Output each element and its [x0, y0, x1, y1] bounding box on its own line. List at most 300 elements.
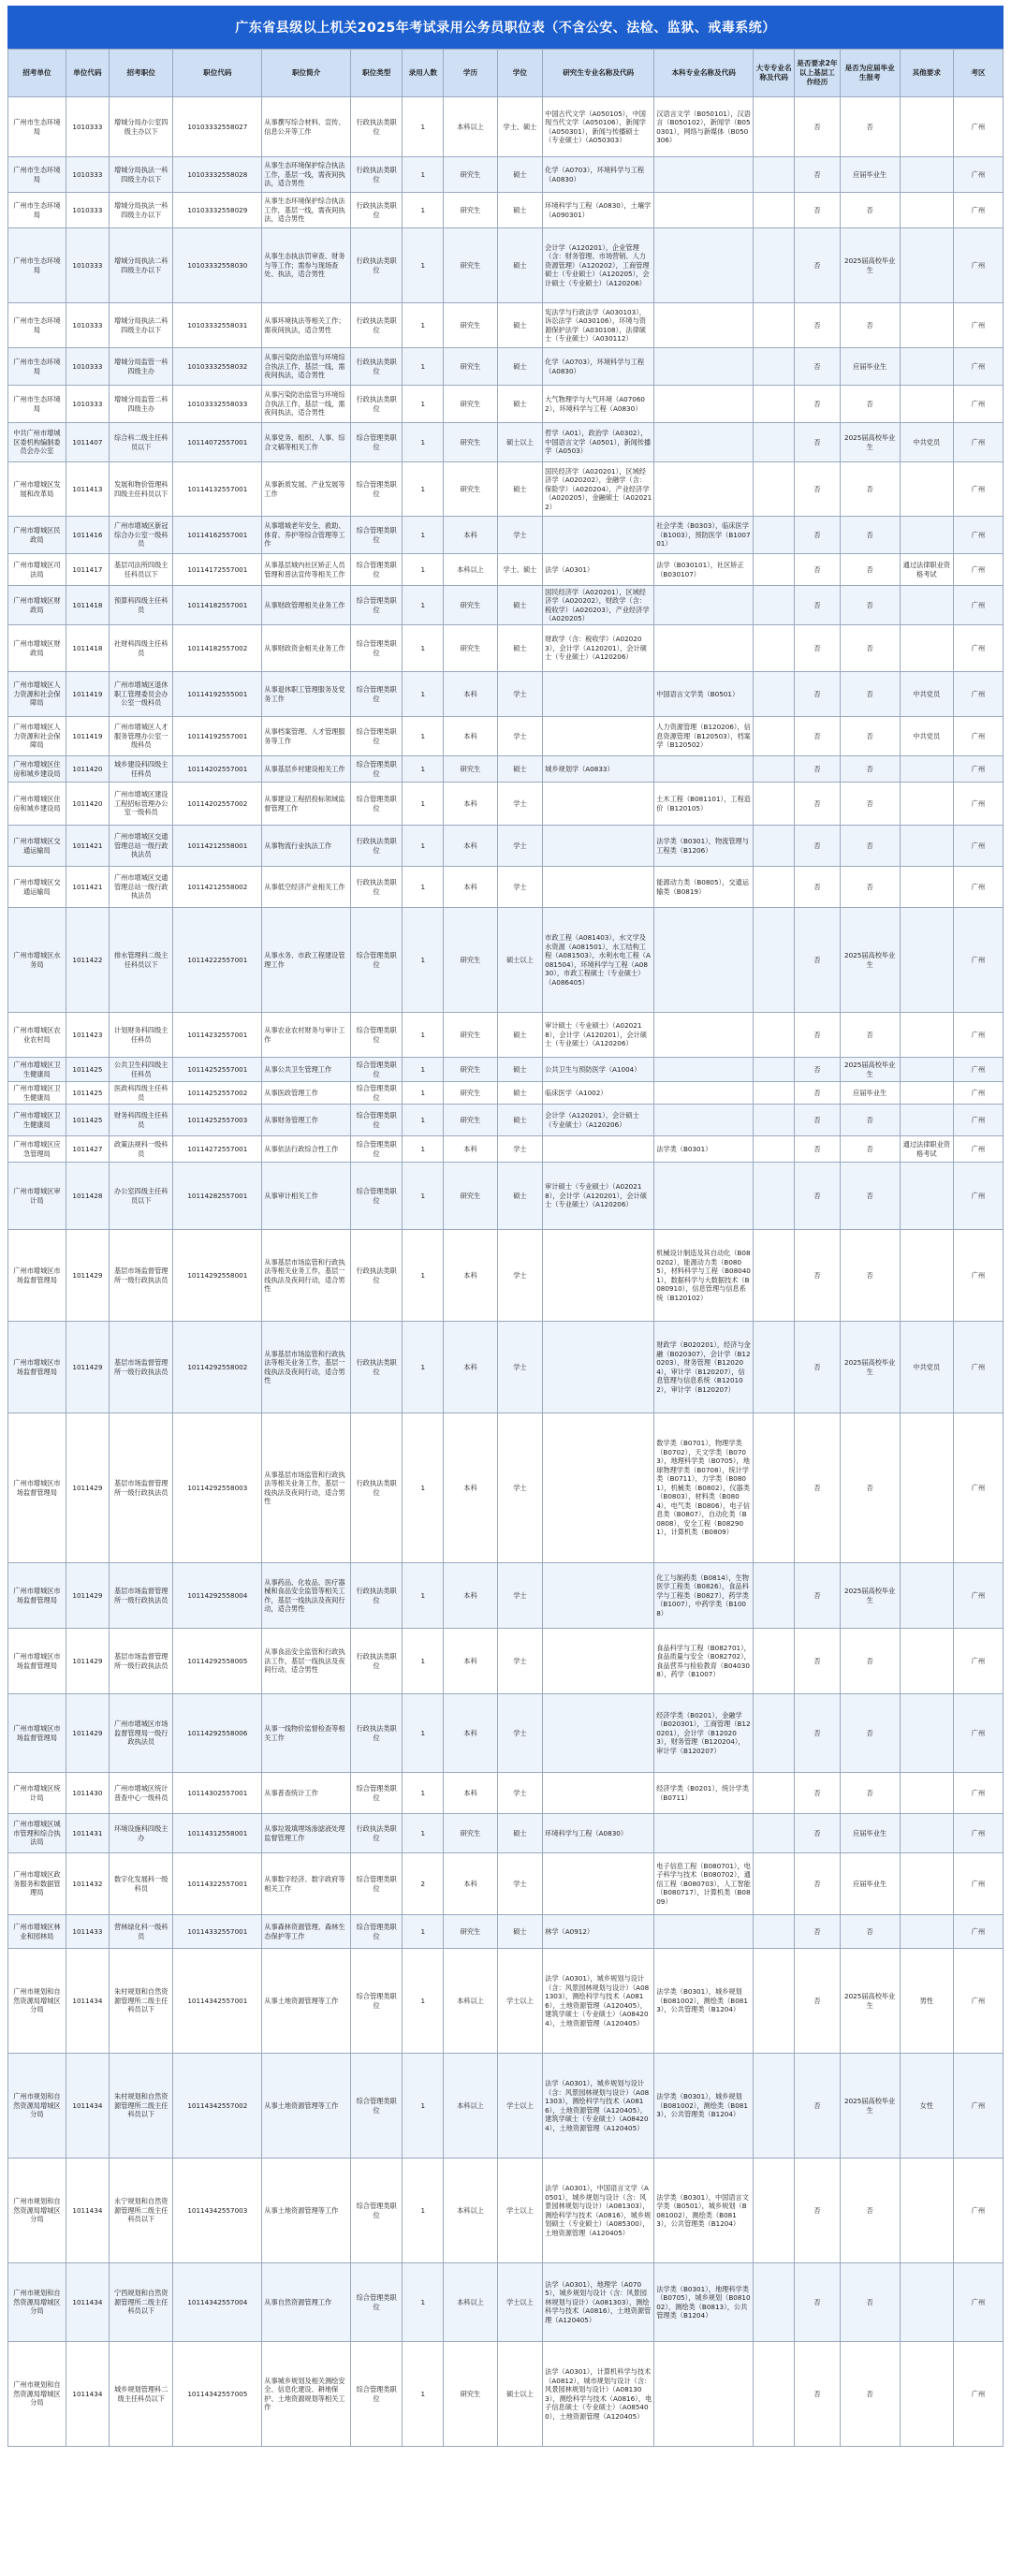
- college-major-cell: [754, 826, 795, 867]
- degree-cell: 硕士: [497, 1814, 543, 1853]
- description-cell: 从事森林资源管理、森林生态保护等工作: [262, 1915, 351, 1949]
- unit-code-cell: 1011429: [66, 1563, 109, 1629]
- headcount-cell: 1: [403, 517, 444, 554]
- undergraduate-major-cell: [654, 1013, 754, 1058]
- headcount-cell: 1: [403, 867, 444, 908]
- position-type-cell: 行政执法类职位: [351, 867, 403, 908]
- headcount-cell: 1: [403, 1082, 444, 1105]
- education-cell: 本科以上: [444, 2054, 497, 2159]
- position-type-cell: 综合管理类职位: [351, 2159, 403, 2263]
- other-requirements-cell: [900, 2342, 953, 2447]
- college-major-cell: [754, 1915, 795, 1949]
- graduate-major-cell: 宪法学与行政法学（A030103），诉讼法学（A030106），环境与资源保护法学（A030108），法律硕士（专业硕士）（A030112）: [543, 303, 654, 348]
- fresh-graduate-cell: 否: [840, 1915, 900, 1949]
- degree-cell: 学士: [497, 1413, 543, 1563]
- table-row: [8, 462, 1004, 517]
- table-row: [8, 1058, 1004, 1082]
- description-cell: 从事自然资源管理工作: [262, 2263, 351, 2342]
- table-row: [8, 1013, 1004, 1058]
- position-cell: 医政科四级主任科员: [110, 1082, 173, 1105]
- education-cell: 本科以上: [444, 2263, 497, 2342]
- undergraduate-major-cell: [654, 1082, 754, 1105]
- position-type-cell: 综合管理类职位: [351, 554, 403, 586]
- unit-cell: 广州市增城区财政局: [8, 586, 66, 625]
- degree-cell: 学士: [497, 867, 543, 908]
- position-code-cell: 10103332558027: [173, 97, 262, 157]
- position-type-cell: 行政执法类职位: [351, 1230, 403, 1322]
- position-code-cell: 10114312558001: [173, 1814, 262, 1853]
- college-major-cell: [754, 2054, 795, 2159]
- other-requirements-cell: [900, 462, 953, 517]
- college-major-cell: [754, 586, 795, 625]
- position-type-cell: 综合管理类职位: [351, 756, 403, 783]
- headcount-cell: 1: [403, 1013, 444, 1058]
- grassroots-experience-cell: 否: [795, 554, 841, 586]
- education-cell: 研究生: [444, 157, 497, 193]
- exam-area-cell: 广州: [953, 1949, 1003, 2054]
- unit-cell: 广州市生态环境局: [8, 228, 66, 303]
- position-code-cell: 10114192557001: [173, 717, 262, 756]
- other-requirements-cell: [900, 97, 953, 157]
- exam-area-cell: 广州: [953, 97, 1003, 157]
- table-row: [8, 1322, 1004, 1413]
- college-major-cell: [754, 348, 795, 386]
- unit-cell: 广州市增城区林业和园林局: [8, 1915, 66, 1949]
- other-requirements-cell: [900, 826, 953, 867]
- position-cell: 广州市增城区人才服务管理办公室一级科员: [110, 717, 173, 756]
- table-row: [8, 228, 1004, 303]
- headcount-cell: 1: [403, 193, 444, 228]
- unit-cell: 广州市生态环境局: [8, 97, 66, 157]
- grassroots-experience-cell: 否: [795, 756, 841, 783]
- graduate-major-cell: 法学（A0301），城乡规划与设计（含：风景园林规划与设计）（A081303），测绘科学与技术（A0816），土地资源管理（A120405），建筑学硕士（专业硕士）（A084204），土地资源管理（A120405）: [543, 1949, 654, 2054]
- undergraduate-major-cell: [654, 1058, 754, 1082]
- table-row: [8, 826, 1004, 867]
- grassroots-experience-cell: 否: [795, 2263, 841, 2342]
- grassroots-experience-cell: 否: [795, 586, 841, 625]
- unit-code-cell: 1011420: [66, 783, 109, 826]
- description-cell: 从事医政管理工作: [262, 1082, 351, 1105]
- fresh-graduate-cell: 否: [840, 1230, 900, 1322]
- position-type-cell: 综合管理类职位: [351, 2054, 403, 2159]
- position-cell: 预算科四级主任科员: [110, 586, 173, 625]
- headcount-cell: 1: [403, 2263, 444, 2342]
- undergraduate-major-cell: [654, 586, 754, 625]
- undergraduate-major-cell: [654, 193, 754, 228]
- other-requirements-cell: [900, 157, 953, 193]
- graduate-major-cell: 法学（A0301）: [543, 554, 654, 586]
- description-cell: 从事依法行政综合性工作: [262, 1136, 351, 1163]
- exam-area-cell: 广州: [953, 2263, 1003, 2342]
- college-major-cell: [754, 303, 795, 348]
- degree-cell: 学士: [497, 672, 543, 717]
- unit-code-cell: 1011422: [66, 908, 109, 1013]
- undergraduate-major-cell: 法学类（B0301），中国语言文学类（B0501），城乡规划（B081002），测绘类（B0813），公共管理类（B1204）: [654, 2159, 754, 2263]
- description-cell: 从事土地资源管理等工作: [262, 2054, 351, 2159]
- table-row: [8, 586, 1004, 625]
- fresh-graduate-cell: 否: [840, 586, 900, 625]
- college-major-cell: [754, 554, 795, 586]
- grassroots-experience-cell: 否: [795, 1136, 841, 1163]
- position-table: [7, 49, 1004, 2447]
- headcount-cell: 1: [403, 1949, 444, 2054]
- degree-cell: 学士: [497, 1629, 543, 1694]
- headcount-cell: 1: [403, 2159, 444, 2263]
- column-header: 研究生专业名称及代码: [543, 50, 654, 97]
- exam-area-cell: 广州: [953, 783, 1003, 826]
- headcount-cell: 1: [403, 1814, 444, 1853]
- college-major-cell: [754, 2263, 795, 2342]
- position-cell: 广州市增城区交通管理总站一级行政执法员: [110, 826, 173, 867]
- education-cell: 本科以上: [444, 2159, 497, 2263]
- other-requirements-cell: 通过法律职业资格考试: [900, 1136, 953, 1163]
- fresh-graduate-cell: 否: [840, 1163, 900, 1230]
- grassroots-experience-cell: 否: [795, 1629, 841, 1694]
- position-cell: 综合科二级主任科员以下: [110, 423, 173, 462]
- headcount-cell: 1: [403, 157, 444, 193]
- unit-code-cell: 1011433: [66, 1915, 109, 1949]
- position-cell: 增城分局执法二科四级主办以下: [110, 228, 173, 303]
- position-code-cell: 10103332558033: [173, 386, 262, 423]
- column-header: 职位简介: [262, 50, 351, 97]
- college-major-cell: [754, 1773, 795, 1814]
- position-type-cell: 综合管理类职位: [351, 1058, 403, 1082]
- graduate-major-cell: [543, 717, 654, 756]
- description-cell: 从事增城老年安全、救助、体育、养护等综合管理等工作: [262, 517, 351, 554]
- position-code-cell: 10114282557001: [173, 1163, 262, 1230]
- degree-cell: 学士以上: [497, 1949, 543, 2054]
- unit-cell: 广州市增城区交通运输局: [8, 826, 66, 867]
- headcount-cell: 1: [403, 303, 444, 348]
- description-cell: 从事基层乡村建设相关工作: [262, 756, 351, 783]
- unit-code-cell: 1011418: [66, 586, 109, 625]
- exam-area-cell: 广州: [953, 826, 1003, 867]
- position-code-cell: 10103332558032: [173, 348, 262, 386]
- description-cell: 从事建设工程招投标领域监督管理工作: [262, 783, 351, 826]
- position-type-cell: 行政执法类职位: [351, 386, 403, 423]
- undergraduate-major-cell: [654, 625, 754, 672]
- unit-code-cell: 1011434: [66, 2342, 109, 2447]
- college-major-cell: [754, 462, 795, 517]
- other-requirements-cell: 男性: [900, 1949, 953, 2054]
- position-cell: 公共卫生科四级主任科员: [110, 1058, 173, 1082]
- grassroots-experience-cell: 否: [795, 908, 841, 1013]
- headcount-cell: 1: [403, 1915, 444, 1949]
- position-type-cell: 综合管理类职位: [351, 517, 403, 554]
- other-requirements-cell: [900, 586, 953, 625]
- undergraduate-major-cell: 汉语言文学（B050101），汉语言（B050102），新闻学（B050301），网络与新媒体（B050306）: [654, 97, 754, 157]
- unit-code-cell: 1010333: [66, 386, 109, 423]
- graduate-major-cell: 法学（A0301），计算机科学与技术（A0812），城市规划与设计（含：风景园林规划与设计）（A081303），测绘科学与技术（A0816），电子信息硕士（专业硕士）（A085400），土地资源管理（A120405）: [543, 2342, 654, 2447]
- unit-cell: 广州市规划和自然资源局增城区分局: [8, 2159, 66, 2263]
- position-type-cell: 行政执法类职位: [351, 1694, 403, 1773]
- unit-cell: 广州市增城区司法局: [8, 554, 66, 586]
- position-type-cell: 综合管理类职位: [351, 672, 403, 717]
- unit-code-cell: 1011434: [66, 2159, 109, 2263]
- other-requirements-cell: [900, 1563, 953, 1629]
- column-header: 是否为应届毕业生报考: [840, 50, 900, 97]
- college-major-cell: [754, 1413, 795, 1563]
- unit-code-cell: 1011423: [66, 1013, 109, 1058]
- graduate-major-cell: 财政学（含：税收学）（A020203），会计学（A120201），会计硕士（专业硕士）（A120206）: [543, 625, 654, 672]
- unit-code-cell: 1011432: [66, 1853, 109, 1915]
- grassroots-experience-cell: 否: [795, 1322, 841, 1413]
- position-cell: 广州市增城区市场监督管理局一级行政执法员: [110, 1694, 173, 1773]
- position-code-cell: 10114202557001: [173, 756, 262, 783]
- description-cell: 从事环境执法等相关工作；需夜间执法，适合男性: [262, 303, 351, 348]
- grassroots-experience-cell: 否: [795, 1230, 841, 1322]
- grassroots-experience-cell: 否: [795, 867, 841, 908]
- position-type-cell: 行政执法类职位: [351, 826, 403, 867]
- graduate-major-cell: 哲学（A01），政治学（A0302），中国语言文学（A0501），新闻传播学（A0503）: [543, 423, 654, 462]
- unit-cell: 广州市生态环境局: [8, 386, 66, 423]
- exam-area-cell: 广州: [953, 2342, 1003, 2447]
- unit-code-cell: 1011420: [66, 756, 109, 783]
- headcount-cell: 1: [403, 1136, 444, 1163]
- undergraduate-major-cell: 化工与制药类（B0814），生物医学工程类（B0826），食品科学与工程类（B0827），药学类（B1007），中药学类（B1008）: [654, 1563, 754, 1629]
- description-cell: 从事一线物价监督检查等相关工作: [262, 1694, 351, 1773]
- college-major-cell: [754, 1853, 795, 1915]
- table-row: [8, 2159, 1004, 2263]
- grassroots-experience-cell: 否: [795, 1082, 841, 1105]
- description-cell: 从事财政资金相关业务工作: [262, 625, 351, 672]
- unit-cell: 广州市增城区卫生健康局: [8, 1082, 66, 1105]
- position-cell: 广州市增城区新冠综合办公室一级科员: [110, 517, 173, 554]
- unit-code-cell: 1011425: [66, 1105, 109, 1136]
- graduate-major-cell: 法学（A0301），城乡规划与设计（含：风景园林规划与设计）（A081303），测绘科学与技术（A0816），土地资源管理（A120405），建筑学硕士（专业硕士）（A084204），土地资源管理（A120405）: [543, 2054, 654, 2159]
- exam-area-cell: 广州: [953, 1915, 1003, 1949]
- table-row: [8, 517, 1004, 554]
- exam-area-cell: 广州: [953, 1563, 1003, 1629]
- description-cell: 从事食品安全监管和行政执法工作，基层一线执法及夜间行动，适合男性: [262, 1629, 351, 1694]
- degree-cell: 硕士: [497, 1082, 543, 1105]
- grassroots-experience-cell: 否: [795, 517, 841, 554]
- position-cell: 广州市增城区退休职工管理委员会办公室一级科员: [110, 672, 173, 717]
- undergraduate-major-cell: [654, 756, 754, 783]
- position-code-cell: 10103332558030: [173, 228, 262, 303]
- degree-cell: 学士: [497, 1136, 543, 1163]
- undergraduate-major-cell: 土木工程（B081101），工程造价（B120105）: [654, 783, 754, 826]
- description-cell: 从事土地资源管理等工作: [262, 1949, 351, 2054]
- undergraduate-major-cell: 法学类（B0301）: [654, 1136, 754, 1163]
- table-row: [8, 423, 1004, 462]
- degree-cell: 硕士以上: [497, 2342, 543, 2447]
- grassroots-experience-cell: 否: [795, 1013, 841, 1058]
- position-code-cell: 10114302557001: [173, 1773, 262, 1814]
- table-row: [8, 1949, 1004, 2054]
- fresh-graduate-cell: 否: [840, 1013, 900, 1058]
- exam-area-cell: 广州: [953, 2159, 1003, 2263]
- exam-area-cell: 广州: [953, 756, 1003, 783]
- table-row: [8, 783, 1004, 826]
- other-requirements-cell: 中共党员: [900, 717, 953, 756]
- column-header: 招考单位: [8, 50, 66, 97]
- education-cell: 本科: [444, 1773, 497, 1814]
- headcount-cell: 2: [403, 1853, 444, 1915]
- headcount-cell: 1: [403, 717, 444, 756]
- position-type-cell: 行政执法类职位: [351, 1814, 403, 1853]
- degree-cell: 学士: [497, 717, 543, 756]
- degree-cell: 学士、硕士: [497, 97, 543, 157]
- undergraduate-major-cell: 法学类（B0301），地理科学类（B0705），城乡规划（B081002），测绘类（B0813），公共管理类（B1204）: [654, 2263, 754, 2342]
- degree-cell: 硕士: [497, 462, 543, 517]
- education-cell: 研究生: [444, 423, 497, 462]
- exam-area-cell: 广州: [953, 1136, 1003, 1163]
- exam-area-cell: 广州: [953, 554, 1003, 586]
- college-major-cell: [754, 1163, 795, 1230]
- graduate-major-cell: 大气物理学与大气环境（A070602），环境科学与工程（A0830）: [543, 386, 654, 423]
- exam-area-cell: 广州: [953, 908, 1003, 1013]
- unit-code-cell: 1010333: [66, 97, 109, 157]
- education-cell: 研究生: [444, 303, 497, 348]
- exam-area-cell: 广州: [953, 462, 1003, 517]
- fresh-graduate-cell: 否: [840, 97, 900, 157]
- position-code-cell: 10114212558001: [173, 826, 262, 867]
- unit-cell: 广州市增城区城市管理和综合执法局: [8, 1814, 66, 1853]
- degree-cell: 学士: [497, 1694, 543, 1773]
- fresh-graduate-cell: 否: [840, 193, 900, 228]
- position-type-cell: 综合管理类职位: [351, 586, 403, 625]
- description-cell: 从事低空经济产业相关工作: [262, 867, 351, 908]
- grassroots-experience-cell: 否: [795, 1105, 841, 1136]
- fresh-graduate-cell: 应届毕业生: [840, 1082, 900, 1105]
- fresh-graduate-cell: 否: [840, 1413, 900, 1563]
- unit-cell: 广州市增城区发展和改革局: [8, 462, 66, 517]
- headcount-cell: 1: [403, 756, 444, 783]
- college-major-cell: [754, 672, 795, 717]
- graduate-major-cell: [543, 1629, 654, 1694]
- unit-code-cell: 1011425: [66, 1082, 109, 1105]
- education-cell: 研究生: [444, 908, 497, 1013]
- education-cell: 研究生: [444, 228, 497, 303]
- grassroots-experience-cell: 否: [795, 672, 841, 717]
- grassroots-experience-cell: 否: [795, 462, 841, 517]
- position-cell: 城乡建设科四级主任科员: [110, 756, 173, 783]
- table-row: [8, 554, 1004, 586]
- fresh-graduate-cell: 否: [840, 867, 900, 908]
- fresh-graduate-cell: 2025届高校毕业生: [840, 1949, 900, 2054]
- other-requirements-cell: [900, 1058, 953, 1082]
- graduate-major-cell: [543, 867, 654, 908]
- position-cell: 基层市场监督管理所一级行政执法员: [110, 1563, 173, 1629]
- position-type-cell: 行政执法类职位: [351, 228, 403, 303]
- column-header: 本科专业名称及代码: [654, 50, 754, 97]
- grassroots-experience-cell: 否: [795, 423, 841, 462]
- degree-cell: 硕士: [497, 625, 543, 672]
- graduate-major-cell: 中国古代文学（A050105），中国现当代文学（A050106），新闻学（A050301），新闻与传播硕士（专业硕士）（A050303）: [543, 97, 654, 157]
- position-cell: 宁西规划和自然资源管理所二级主任科员以下: [110, 2263, 173, 2342]
- header-row: [8, 50, 1004, 97]
- grassroots-experience-cell: 否: [795, 2159, 841, 2263]
- grassroots-experience-cell: 否: [795, 303, 841, 348]
- undergraduate-major-cell: [654, 1915, 754, 1949]
- degree-cell: 硕士: [497, 386, 543, 423]
- position-cell: 发展和物价管理科四级主任科员以下: [110, 462, 173, 517]
- table-row: [8, 1105, 1004, 1136]
- other-requirements-cell: [900, 625, 953, 672]
- degree-cell: 硕士: [497, 348, 543, 386]
- exam-area-cell: 广州: [953, 1773, 1003, 1814]
- unit-cell: 广州市增城区人力资源和社会保障局: [8, 717, 66, 756]
- other-requirements-cell: [900, 1853, 953, 1915]
- fresh-graduate-cell: 否: [840, 826, 900, 867]
- unit-code-cell: 1011429: [66, 1694, 109, 1773]
- unit-code-cell: 1011413: [66, 462, 109, 517]
- other-requirements-cell: [900, 867, 953, 908]
- unit-code-cell: 1011429: [66, 1413, 109, 1563]
- headcount-cell: 1: [403, 2342, 444, 2447]
- grassroots-experience-cell: 否: [795, 2054, 841, 2159]
- undergraduate-major-cell: [654, 2342, 754, 2447]
- unit-code-cell: 1010333: [66, 157, 109, 193]
- position-code-cell: 10114292558006: [173, 1694, 262, 1773]
- graduate-major-cell: 林学（A0912）: [543, 1915, 654, 1949]
- other-requirements-cell: [900, 1163, 953, 1230]
- position-type-cell: 综合管理类职位: [351, 783, 403, 826]
- position-code-cell: 10114292558002: [173, 1322, 262, 1413]
- degree-cell: 硕士以上: [497, 908, 543, 1013]
- headcount-cell: 1: [403, 1163, 444, 1230]
- college-major-cell: [754, 2342, 795, 2447]
- graduate-major-cell: 审计硕士（专业硕士）（A020218），会计学（A120201），会计硕士（专业硕士）（A120206）: [543, 1163, 654, 1230]
- other-requirements-cell: 中共党员: [900, 1322, 953, 1413]
- table-row: [8, 1136, 1004, 1163]
- graduate-major-cell: 城乡规划学（A0833）: [543, 756, 654, 783]
- degree-cell: 学士: [497, 517, 543, 554]
- unit-code-cell: 1011428: [66, 1163, 109, 1230]
- other-requirements-cell: [900, 1915, 953, 1949]
- grassroots-experience-cell: 否: [795, 386, 841, 423]
- unit-cell: 广州市增城区交通运输局: [8, 867, 66, 908]
- unit-cell: 广州市增城区市场监督管理局: [8, 1413, 66, 1563]
- other-requirements-cell: [900, 386, 953, 423]
- description-cell: 从事污染防治监管与环境综合执法工作，基层一线，需夜间执法，适合男性: [262, 386, 351, 423]
- graduate-major-cell: 化学（A0703），环境科学与工程（A0830）: [543, 157, 654, 193]
- grassroots-experience-cell: 否: [795, 1694, 841, 1773]
- unit-code-cell: 1010333: [66, 348, 109, 386]
- description-cell: 从事生态执法罚审查、财务与等工作；需参与现场查处、执法，适合男性: [262, 228, 351, 303]
- college-major-cell: [754, 1322, 795, 1413]
- unit-cell: 广州市增城区水务局: [8, 908, 66, 1013]
- position-type-cell: 行政执法类职位: [351, 1413, 403, 1563]
- unit-cell: 广州市规划和自然资源局增城区分局: [8, 1949, 66, 2054]
- unit-cell: 广州市生态环境局: [8, 157, 66, 193]
- position-cell: 办公室四级主任科员以下: [110, 1163, 173, 1230]
- college-major-cell: [754, 193, 795, 228]
- headcount-cell: 1: [403, 1563, 444, 1629]
- grassroots-experience-cell: 否: [795, 228, 841, 303]
- degree-cell: 学士: [497, 826, 543, 867]
- description-cell: 从事党务、组织、人事、综合文稿等相关工作: [262, 423, 351, 462]
- fresh-graduate-cell: 2025届高校毕业生: [840, 228, 900, 303]
- fresh-graduate-cell: 应届毕业生: [840, 1853, 900, 1915]
- exam-area-cell: 广州: [953, 1814, 1003, 1853]
- undergraduate-major-cell: [654, 1105, 754, 1136]
- fresh-graduate-cell: 否: [840, 1694, 900, 1773]
- undergraduate-major-cell: 财政学（B020201），经济与金融（B020307），会计学（B120203），财务管理（B120204），审计学（B120207），信息管理与信息系统（B120102），审计学（B120207）: [654, 1322, 754, 1413]
- column-header: 职位类型: [351, 50, 403, 97]
- fresh-graduate-cell: 否: [840, 2263, 900, 2342]
- position-type-cell: 行政执法类职位: [351, 1629, 403, 1694]
- column-header: 招考职位: [110, 50, 173, 97]
- exam-area-cell: 广州: [953, 1853, 1003, 1915]
- headcount-cell: 1: [403, 97, 444, 157]
- education-cell: 研究生: [444, 1163, 497, 1230]
- fresh-graduate-cell: 2025届高校毕业生: [840, 423, 900, 462]
- undergraduate-major-cell: 经济学类（B0201），统计学类（B0711）: [654, 1773, 754, 1814]
- table-row: [8, 717, 1004, 756]
- education-cell: 本科: [444, 1694, 497, 1773]
